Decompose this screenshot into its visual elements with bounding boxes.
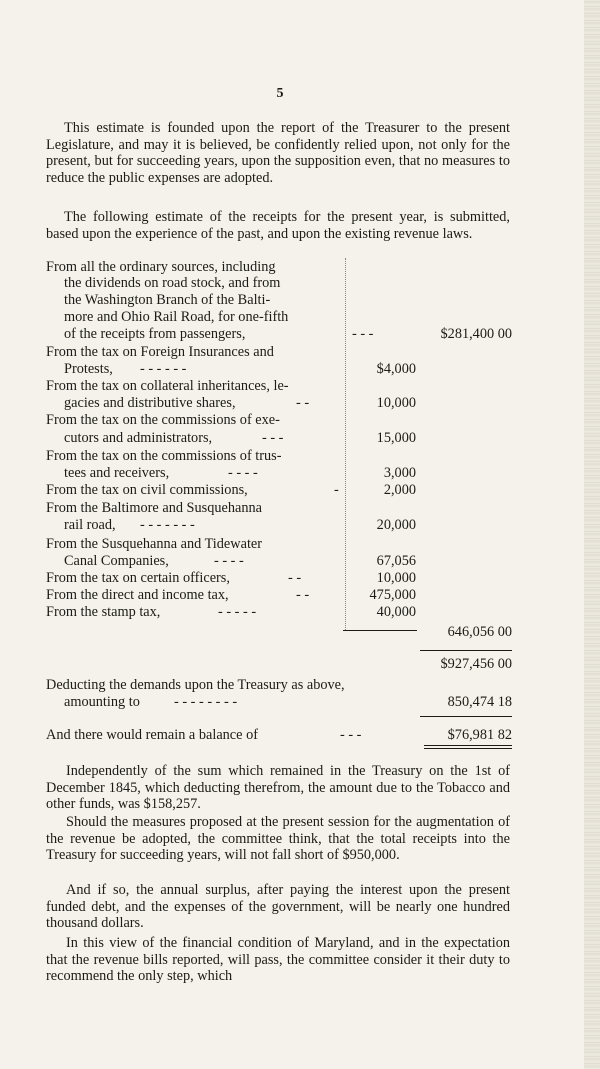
receipt-line: From the direct and income tax, — [46, 587, 229, 603]
column-divider — [345, 258, 346, 630]
leader-dots: - - — [296, 587, 310, 603]
receipt-line: rail road, — [64, 517, 116, 533]
receipt-line: cutors and administrators, — [64, 430, 213, 446]
leader-dots: - - - — [262, 430, 284, 446]
receipt-amount: 67,056 — [376, 553, 416, 569]
total-amount: $927,456 00 — [440, 656, 512, 672]
receipt-line: From the Susquehanna and Tidewater — [46, 536, 263, 552]
receipt-line: From the tax on certain officers, — [46, 570, 230, 586]
leader-dots: - - - — [340, 727, 362, 743]
receipt-line: From the stamp tax, — [46, 604, 161, 620]
paragraph-revenue-measures: Should the measures proposed at the present session for the augmentation of the revenue be adopted, the committee think, that the total receipts into the Treasury for succeeding years, will not fall short of $950,000. — [46, 814, 510, 864]
receipt-line: From the Baltimore and Susquehanna — [46, 500, 263, 516]
leader-dots: - - — [296, 395, 310, 411]
leader-dots: - - - - — [228, 465, 258, 481]
balance-amount: $76,981 82 — [447, 727, 512, 743]
receipt-line: the dividends on road stock, and from — [64, 275, 281, 291]
leader-dots: - - - - — [214, 553, 244, 569]
leader-dots: - - - - - — [218, 604, 257, 620]
passengers-amount: $281,400 00 — [440, 326, 512, 342]
receipt-line: From the tax on Foreign Insurances and — [46, 344, 274, 360]
receipt-line: tees and receivers, — [64, 465, 170, 481]
receipt-line: Canal Companies, — [64, 553, 169, 569]
leader-dots: - — [334, 482, 339, 498]
receipt-line: gacies and distributive shares, — [64, 395, 236, 411]
paragraph-annual-surplus: And if so, the annual surplus, after paying the interest upon the present funded debt, and the expenses of the government, will be nearly one hundred thousand dollars. — [46, 882, 510, 932]
paragraph-receipts-intro: The following estimate of the receipts for the present year, is submitted, based upon the experience of the past, and upon the existing revenue laws. — [46, 209, 510, 242]
receipt-amount: 3,000 — [383, 465, 416, 481]
deduct-label: amounting to — [64, 694, 140, 710]
page-number: 5 — [276, 86, 284, 101]
receipt-line: of the receipts from passengers, — [64, 326, 246, 342]
receipt-amount: $4,000 — [376, 361, 416, 377]
receipt-amount: 10,000 — [376, 395, 416, 411]
leader-dots: - - - - - - — [140, 361, 187, 377]
paragraph-recommendation: In this view of the financial condition of Maryland, and in the expectation that the revenue bills reported, will pass, the committee consider it their duty to recommend the only step, which — [46, 935, 510, 985]
receipt-line: From the tax on civil commissions, — [46, 482, 248, 498]
receipt-line: Protests, — [64, 361, 113, 377]
receipt-amount: 20,000 — [376, 517, 416, 533]
paragraph-treasurer-estimate: This estimate is founded upon the report of the Treasurer to the present Legislature, and may it is believed, be confidently relied upon, not only for the present, but for succeeding years, upon the supposition even, that no measures to reduce the public expenses are adopted. — [46, 120, 510, 186]
balance-label: And there would remain a balance of — [46, 727, 258, 743]
paragraph-treasury-balance: Independently of the sum which remained in the Treasury on the 1st of December 1845, which deducting therefrom, the amount due to the Tobacco and other funds, was $158,257. — [46, 763, 510, 813]
receipt-line: From the tax on collateral inheritances, le- — [46, 378, 289, 394]
deduct-label: Deducting the demands upon the Treasury as above, — [46, 677, 345, 693]
page-edge — [584, 0, 600, 1069]
sum-rule — [424, 748, 512, 749]
receipt-line: From all the ordinary sources, including — [46, 259, 276, 275]
receipt-line: From the tax on the commissions of trus- — [46, 448, 282, 464]
leader-dots: - - - - - - - - — [174, 694, 238, 710]
receipt-amount: 2,000 — [383, 482, 416, 498]
receipt-amount: 15,000 — [376, 430, 416, 446]
receipt-line: the Washington Branch of the Balti- — [64, 292, 271, 308]
leader-dots: - - — [288, 570, 302, 586]
sum-rule — [343, 630, 417, 631]
receipt-amount: 475,000 — [369, 587, 416, 603]
receipt-line: From the tax on the commissions of exe- — [46, 412, 280, 428]
sum-rule — [420, 716, 512, 717]
deduct-amount: 850,474 18 — [447, 694, 512, 710]
leader-dots: - - - - - - - — [140, 517, 195, 533]
subtotal-amount: 646,056 00 — [447, 624, 512, 640]
sum-rule — [424, 745, 512, 746]
leader-dots: - - - — [352, 326, 374, 342]
receipt-amount: 10,000 — [376, 570, 416, 586]
receipt-amount: 40,000 — [376, 604, 416, 620]
sum-rule — [420, 650, 512, 651]
receipt-line: more and Ohio Rail Road, for one-fifth — [64, 309, 289, 325]
